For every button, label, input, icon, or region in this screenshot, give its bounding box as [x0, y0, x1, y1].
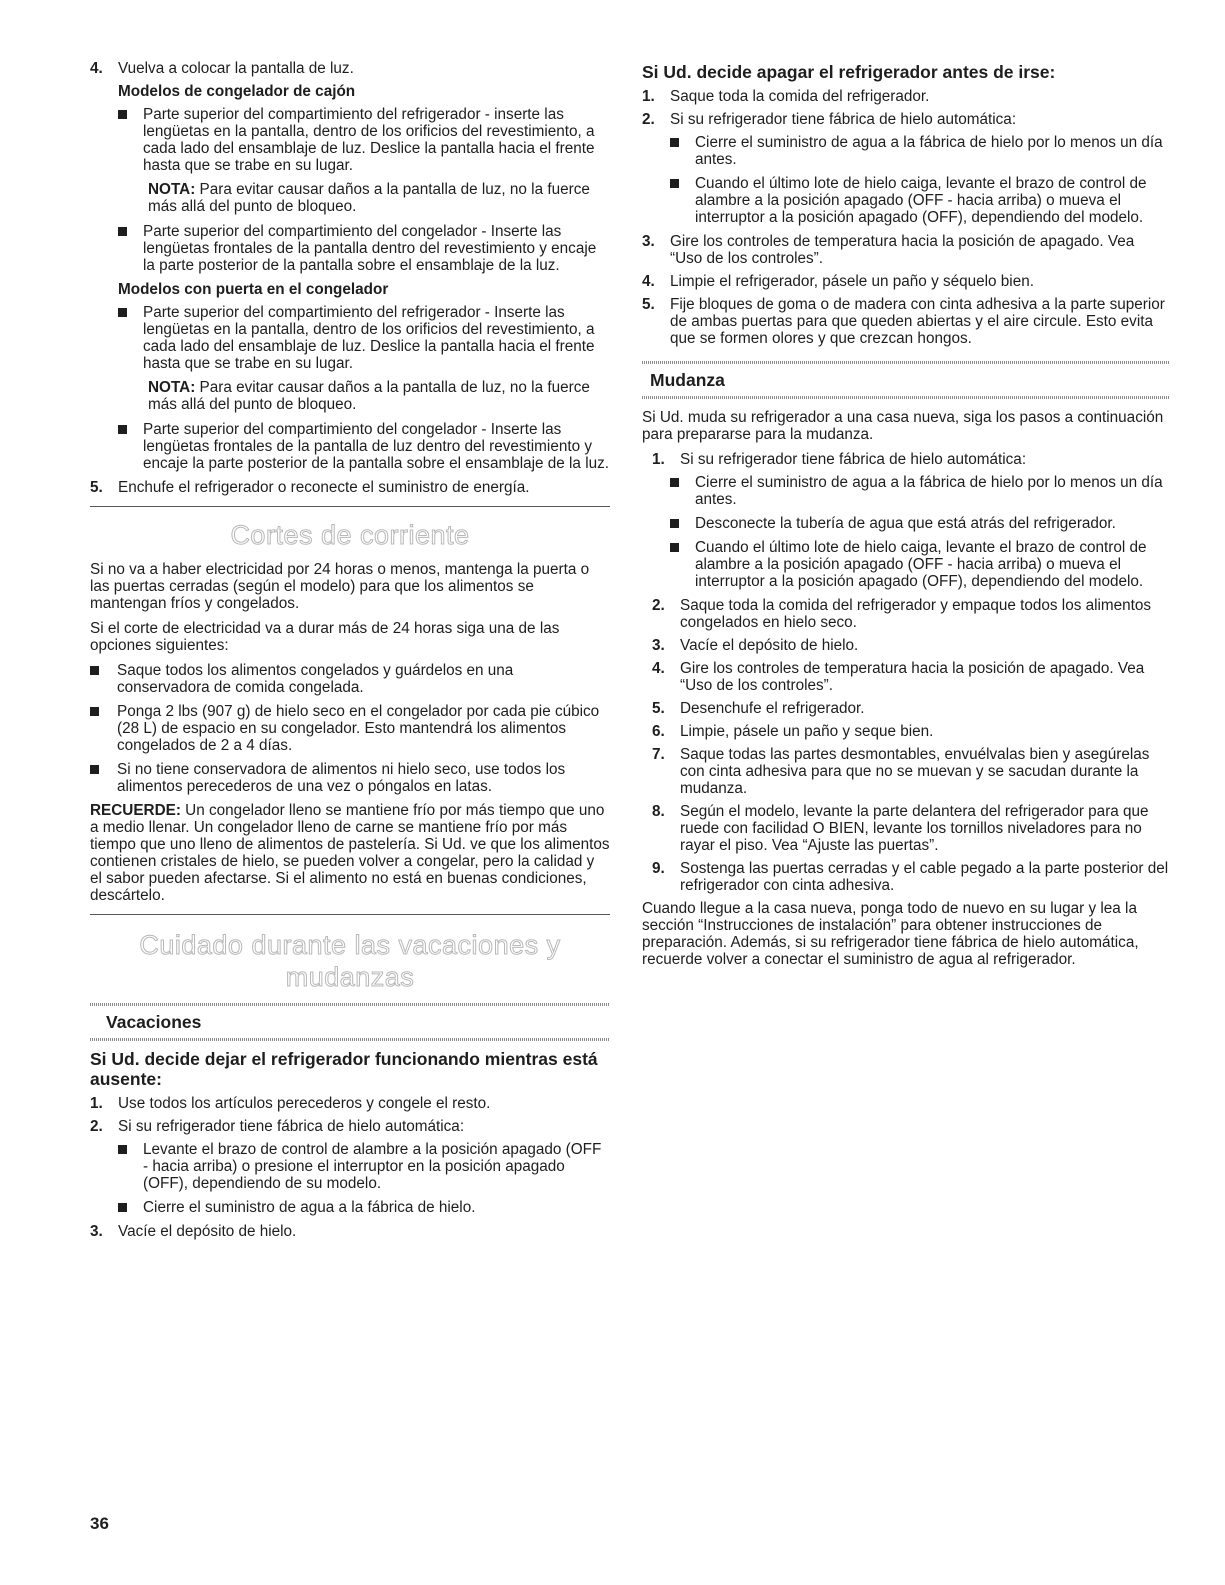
step-number: 4.: [90, 60, 103, 77]
mudanza-heading: Mudanza: [650, 370, 725, 390]
paragraph: Si el corte de electricidad va a durar más de 24 horas siga una de las opciones siguientes:: [90, 620, 560, 654]
bullet-item: Saque todos los alimentos congelados y guárdelos en una conservadora de comida congelada.: [90, 662, 610, 696]
recuerde-paragraph: RECUERDE: Un congelador lleno se mantiene frío por más tiempo que uno a medio llenar. Un congelador lleno de carne se mantiene frío por más tiempo que uno lleno de alimentos de pastelería. Si Ud. ve que los alimentos contienen cristales de hielo, se pueden volver a congelar, pero la calidad y el sabor pueden afectarse. Si el alimento no está en buenas condiciones, descártelo.: [90, 802, 610, 904]
note: NOTA: Para evitar causar daños a la pantalla de luz, no la fuerce más allá del punto de bloqueo.: [148, 181, 590, 215]
step-9: 9. Sostenga las puertas cerradas y el cable pegado a la parte posterior del refrigerador con cinta adhesiva.: [652, 860, 1169, 894]
paragraph: Si no va a haber electricidad por 24 horas o menos, mantenga la puerta o las puertas cerradas (según el modelo) para que los alimentos se mantengan fríos y congelados.: [90, 561, 590, 612]
paragraph: Si Ud. muda su refrigerador a una casa nueva, siga los pasos a continuación para prepararse para la mudanza.: [642, 409, 1164, 443]
bullet-item: Desconecte la tubería de agua que está atrás del refrigerador.: [642, 515, 1170, 532]
step-8: 8. Según el modelo, levante la parte delantera del refrigerador para que ruede con facilidad O BIEN, levante los tornillos niveladores para no rayar el piso. Vea “Ajuste las puertas”.: [652, 803, 1149, 854]
bullet-icon: [118, 1203, 127, 1212]
vacaciones-heading: Vacaciones: [106, 1012, 202, 1032]
right-column: [642, 60, 1170, 976]
drawer-models-heading: Modelos de congelador de cajón: [118, 83, 356, 100]
bullet-icon: [90, 666, 99, 675]
bullet-item: Si no tiene conservadora de alimentos ni hielo seco, use todos los alimentos perecederos de una vez o póngalos en latas.: [90, 761, 610, 795]
bullet-icon: [118, 110, 127, 119]
step-5: 5. Enchufe el refrigerador o reconecte el suministro de energía.: [90, 479, 530, 496]
bullet-icon: [670, 519, 679, 528]
left-column: [90, 60, 610, 1246]
step-3: 3. Gire los controles de temperatura hacia la posición de apagado. Vea “Uso de los controles”.: [642, 233, 1135, 267]
bullet-icon: [670, 478, 679, 487]
note: NOTA: Para evitar causar daños a la pantalla de luz, no la fuerce más allá del punto de bloqueo.: [148, 379, 590, 413]
bullet-icon: [670, 543, 679, 552]
bullet-icon: [90, 707, 99, 716]
bullet-item: Cierre el suministro de agua a la fábrica de hielo por lo menos un día antes.: [642, 474, 1170, 508]
step-3: 3. Vacíe el depósito de hielo.: [90, 1223, 297, 1240]
step-1: 1. Use todos los artículos perecederos y congele el resto.: [90, 1095, 491, 1112]
bullet-icon: [118, 425, 127, 434]
step-text: Vuelva a colocar la pantalla de luz.: [118, 60, 354, 77]
paragraph: Cuando llegue a la casa nueva, ponga todo de nuevo en su lugar y lea la sección “Instrucciones de instalación” para obtener instrucciones de preparación. Además, si su refrigerador tiene fábrica de hielo automática, recuerde volver a conectar el suministro de agua al refrigerador.: [642, 900, 1139, 968]
page-number: 36: [90, 1514, 109, 1533]
divider: [90, 914, 610, 915]
apagar-heading: Si Ud. decide apagar el refrigerador antes de irse:: [642, 62, 1056, 82]
bullet-item: Cuando el último lote de hielo caiga, levante el brazo de control de alambre a la posición apagado (OFF - hacia arriba) o mueva el interruptor a la posición apagado (OFF), dependiendo del modelo.: [642, 175, 1170, 226]
bullet-icon: [670, 138, 679, 147]
bullet-icon: [670, 179, 679, 188]
step-1: 1. Saque toda la comida del refrigerador.: [642, 88, 930, 105]
section-title-cuidado: Cuidado durante las vacaciones y mudanzas: [139, 930, 561, 992]
step-2: 2. Si su refrigerador tiene fábrica de hielo automática:: [90, 1118, 465, 1135]
door-models-heading: Modelos con puerta en el congelador: [118, 281, 389, 298]
step-4: 4. Limpie el refrigerador, pásele un paño y séquelo bien.: [642, 273, 1034, 290]
bullet-item: Cierre el suministro de agua a la fábrica de hielo por lo menos un día antes.: [642, 134, 1170, 168]
step-2: 2. Saque toda la comida del refrigerador y empaque todos los alimentos congelados en hielo seco.: [652, 597, 1152, 631]
bullet-item: Parte superior del compartimiento del congelador - Inserte las lengüetas frontales de la pantalla dentro del revestimiento y encaje la parte posterior de la pantalla sobre el ensamblaje de la luz.: [90, 223, 610, 274]
bullet-item: Cuando el último lote de hielo caiga, levante el brazo de control de alambre a la posición apagado (OFF - hacia arriba) o mueva el interruptor a la posición apagado (OFF), dependiendo del modelo.: [642, 539, 1170, 590]
step-5: 5. Desenchufe el refrigerador.: [652, 700, 865, 717]
funcionando-heading: Si Ud. decide dejar el refrigerador funcionando mientras está ausente:: [90, 1049, 598, 1089]
bullet-item: Parte superior del compartimiento del refrigerador - inserte las lengüetas en la pantalla, dentro de los orificios del revestimiento, a cada lado del ensamblaje de luz. Deslice la pantalla hacia el frente hasta que se trabe en su lugar.: [90, 106, 610, 174]
bullet-item: Parte superior del compartimiento del refrigerador - Inserte las lengüetas en la pantalla, dentro de los orificios del revestimiento, a cada lado del ensamblaje de luz. Deslice la pantalla hacia el frente hasta que se trabe en su lugar.: [90, 304, 610, 372]
bullet-item: Ponga 2 lbs (907 g) de hielo seco en el congelador por cada pie cúbico (28 L) de espacio en su congelador. Esto mantendrá los alimentos congelados de 2 a 4 días.: [90, 703, 610, 754]
bullet-icon: [90, 765, 99, 774]
bullet-icon: [118, 227, 127, 236]
step-2: 2. Si su refrigerador tiene fábrica de hielo automática:: [642, 111, 1017, 128]
step-5: 5. Fije bloques de goma o de madera con cinta adhesiva a la parte superior de ambas puertas para que queden abiertas y el aire circule. Esto evita que se formen olores y que crezcan hongos.: [642, 296, 1165, 347]
step-3: 3. Vacíe el depósito de hielo.: [652, 637, 859, 654]
section-title-cortes: Cortes de corriente: [230, 520, 470, 550]
bullet-icon: [118, 1145, 127, 1154]
bullet-icon: [118, 308, 127, 317]
step-1: 1. Si su refrigerador tiene fábrica de hielo automática:: [652, 451, 1027, 468]
band-divider: [642, 396, 1170, 399]
step-4: 4. Gire los controles de temperatura hacia la posición de apagado. Vea “Uso de los controles”.: [652, 660, 1145, 694]
step-6: 6. Limpie, pásele un paño y seque bien.: [652, 723, 934, 740]
step-4: [90, 60, 610, 77]
bullet-item: Levante el brazo de control de alambre a la posición apagado (OFF - hacia arriba) o presione el interruptor en la posición apagado (OFF), dependiendo de su modelo.: [90, 1141, 610, 1192]
band-divider: [90, 1038, 610, 1041]
divider: [90, 506, 610, 507]
step-7: 7. Saque todas las partes desmontables, envuélvalas bien y asegúrelas con cinta adhesiva para que no se muevan y se sacudan durante la mudanza.: [652, 746, 1150, 797]
bullet-item: Parte superior del compartimiento del congelador - Inserte las lengüetas frontales de la pantalla de luz dentro del revestimiento y encaje la parte posterior de la pantalla sobre el ensamblaje de la luz.: [90, 421, 610, 472]
bullet-item: Cierre el suministro de agua a la fábrica de hielo.: [90, 1199, 610, 1216]
